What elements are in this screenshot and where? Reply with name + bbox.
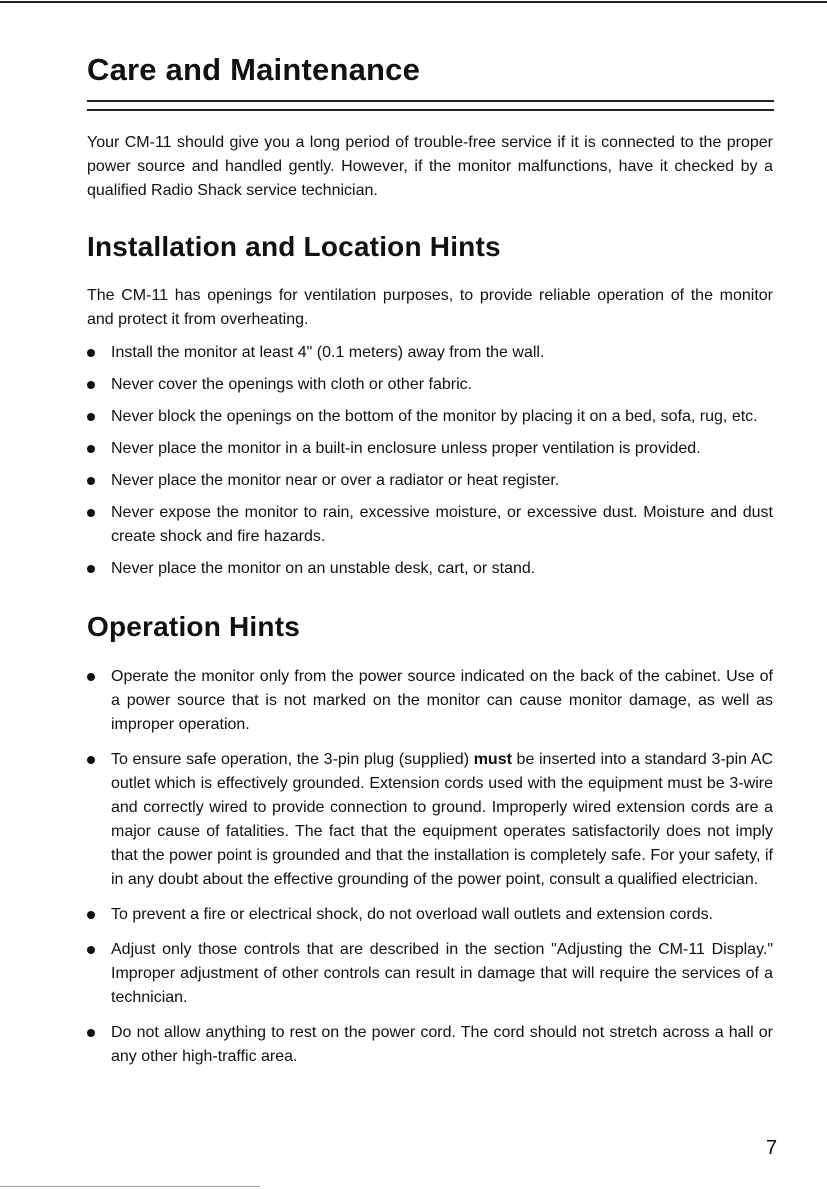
operation-heading: Operation Hints	[87, 611, 301, 642]
bullet-icon	[87, 565, 95, 573]
bullet-icon	[87, 477, 95, 485]
list-item: Install the monitor at least 4" (0.1 meters) away from the wall.	[87, 341, 773, 365]
bullet-icon	[87, 673, 95, 681]
list-item: Never cover the openings with cloth or other fabric.	[87, 373, 773, 397]
list-item: Operate the monitor only from the power source indicated on the back of the cabinet. Use of a power source that is not marked on the monitor can cause monitor damage, as well as improper operation.	[87, 665, 773, 737]
installation-list	[87, 341, 773, 581]
bullet-icon	[87, 445, 95, 453]
list-item: Never block the openings on the bottom of the monitor by placing it on a bed, sofa, rug, etc.	[87, 405, 773, 429]
bullet-icon	[87, 349, 95, 357]
bullet-icon	[87, 413, 95, 421]
operation-list	[87, 665, 773, 1069]
intro-paragraph: Your CM-11 should give you a long period of trouble-free service if it is connected to the proper power source and handled gently. However, if the monitor malfunctions, have it checked by a qualified Radio Shack service technician.	[87, 134, 773, 199]
list-item: Never expose the monitor to rain, excessive moisture, or excessive dust. Moisture and dust create shock and fire hazards.	[87, 501, 773, 549]
bullet-icon	[87, 509, 95, 517]
bullet-icon	[87, 756, 95, 764]
list-item: Do not allow anything to rest on the power cord. The cord should not stretch across a hall or any other high-traffic area.	[87, 1021, 773, 1069]
bullet-icon	[87, 946, 95, 954]
emphasis-must: must	[473, 751, 512, 768]
bullet-icon	[87, 911, 95, 919]
list-item: Never place the monitor in a built-in enclosure unless proper ventilation is provided.	[87, 437, 773, 461]
top-border-rule	[0, 1, 827, 3]
list-item: Adjust only those controls that are described in the section "Adjusting the CM-11 Display." Improper adjustment of other controls can result in damage that will require the services of a technician.	[87, 938, 773, 1010]
list-item: To ensure safe operation, the 3-pin plug (supplied) must be inserted into a standard 3-pin AC outlet which is effectively grounded. Extension cords used with the equipment must be 3-wire and correctly wired to provide connection to ground. Improperly wired extension cords are a major cause of fatalities. The fact that the equipment operates satisfactorily does not imply that the power point is grounded and that the installation is completely safe. For your safety, if in any doubt about the effective grounding of the power point, consult a qualified electrician.	[87, 748, 773, 892]
installation-lead: The CM-11 has openings for ventilation purposes, to provide reliable operation of the monitor and protect it from overheating.	[87, 287, 773, 328]
bottom-edge-rule	[0, 1186, 260, 1187]
page-title: Care and Maintenance	[87, 52, 421, 87]
installation-heading: Installation and Location Hints	[87, 231, 501, 262]
bullet-icon	[87, 1029, 95, 1037]
list-item: Never place the monitor near or over a radiator or heat register.	[87, 469, 773, 493]
list-item: To prevent a fire or electrical shock, do not overload wall outlets and extension cords.	[87, 903, 773, 927]
page-content	[87, 52, 773, 1080]
title-double-rule	[87, 100, 774, 111]
list-item: Never place the monitor on an unstable desk, cart, or stand.	[87, 557, 773, 581]
page-number: 7	[766, 1137, 778, 1159]
bullet-icon	[87, 381, 95, 389]
